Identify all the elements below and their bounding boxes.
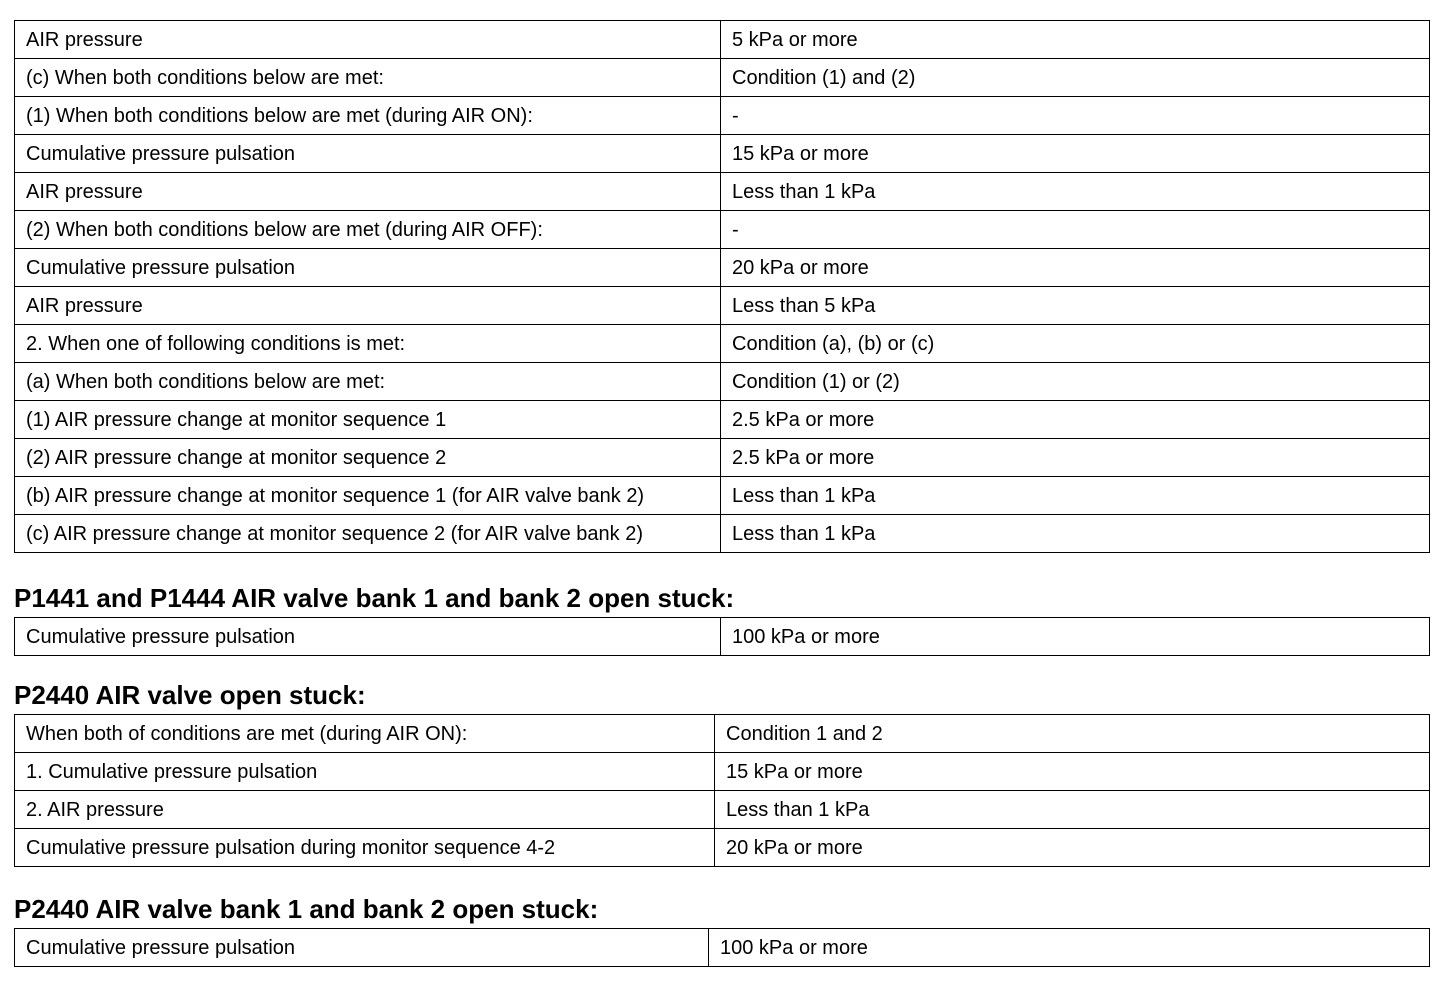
table-row — [15, 363, 1430, 401]
condition-cell: (1) When both conditions below are met (during AIR ON): — [15, 97, 721, 135]
condition-cell: Cumulative pressure pulsation — [15, 618, 721, 656]
table-row — [15, 135, 1430, 173]
value-cell: Less than 1 kPa — [721, 515, 1430, 553]
value-cell: Condition (a), (b) or (c) — [721, 325, 1430, 363]
table-row — [15, 791, 1430, 829]
condition-cell: (c) AIR pressure change at monitor sequence 2 (for AIR valve bank 2) — [15, 515, 721, 553]
condition-cell: Cumulative pressure pulsation during monitor sequence 4-2 — [15, 829, 715, 867]
value-cell: - — [721, 211, 1430, 249]
condition-cell: AIR pressure — [15, 21, 721, 59]
table-row — [15, 515, 1430, 553]
condition-cell: 2. When one of following conditions is met: — [15, 325, 721, 363]
condition-cell: (2) When both conditions below are met (during AIR OFF): — [15, 211, 721, 249]
condition-cell: (c) When both conditions below are met: — [15, 59, 721, 97]
value-cell: 5 kPa or more — [721, 21, 1430, 59]
table-row — [15, 929, 1430, 967]
table-row — [15, 173, 1430, 211]
table-row — [15, 439, 1430, 477]
table-row — [15, 21, 1430, 59]
value-cell: 100 kPa or more — [709, 929, 1430, 967]
value-cell: 20 kPa or more — [715, 829, 1430, 867]
value-cell: 2.5 kPa or more — [721, 401, 1430, 439]
value-cell: Less than 1 kPa — [721, 477, 1430, 515]
p2440-open-stuck-table — [14, 714, 1430, 867]
condition-cell: AIR pressure — [15, 287, 721, 325]
value-cell: 20 kPa or more — [721, 249, 1430, 287]
value-cell: Less than 5 kPa — [721, 287, 1430, 325]
condition-cell: (1) AIR pressure change at monitor sequence 1 — [15, 401, 721, 439]
table-row — [15, 477, 1430, 515]
condition-cell: (a) When both conditions below are met: — [15, 363, 721, 401]
value-cell: Less than 1 kPa — [721, 173, 1430, 211]
section-heading-p2440-bank-open-stuck: P2440 AIR valve bank 1 and bank 2 open stuck: — [14, 894, 599, 924]
value-cell: 100 kPa or more — [721, 618, 1430, 656]
table-row — [15, 97, 1430, 135]
value-cell: Condition 1 and 2 — [715, 715, 1430, 753]
section-heading-p2440-open-stuck: P2440 AIR valve open stuck: — [14, 680, 366, 710]
condition-cell: (b) AIR pressure change at monitor sequence 1 (for AIR valve bank 2) — [15, 477, 721, 515]
value-cell: 2.5 kPa or more — [721, 439, 1430, 477]
value-cell: - — [721, 97, 1430, 135]
value-cell: 15 kPa or more — [715, 753, 1430, 791]
condition-cell: When both of conditions are met (during AIR ON): — [15, 715, 715, 753]
table-row — [15, 59, 1430, 97]
condition-cell: Cumulative pressure pulsation — [15, 929, 709, 967]
table-row — [15, 249, 1430, 287]
table-row — [15, 325, 1430, 363]
value-cell: Condition (1) and (2) — [721, 59, 1430, 97]
condition-cell: Cumulative pressure pulsation — [15, 135, 721, 173]
value-cell: Less than 1 kPa — [715, 791, 1430, 829]
value-cell: Condition (1) or (2) — [721, 363, 1430, 401]
condition-cell: 2. AIR pressure — [15, 791, 715, 829]
table-row — [15, 829, 1430, 867]
condition-cell: Cumulative pressure pulsation — [15, 249, 721, 287]
condition-cell: AIR pressure — [15, 173, 721, 211]
p2440-bank-open-stuck-table — [14, 928, 1430, 967]
table-row — [15, 753, 1430, 791]
table-row — [15, 287, 1430, 325]
table-row — [15, 401, 1430, 439]
table-row — [15, 618, 1430, 656]
condition-cell: (2) AIR pressure change at monitor sequence 2 — [15, 439, 721, 477]
conditions-table-continued — [14, 20, 1430, 553]
value-cell: 15 kPa or more — [721, 135, 1430, 173]
table-row — [15, 715, 1430, 753]
table-row — [15, 211, 1430, 249]
condition-cell: 1. Cumulative pressure pulsation — [15, 753, 715, 791]
section-heading-p1441-p1444: P1441 and P1444 AIR valve bank 1 and bank 2 open stuck: — [14, 583, 735, 613]
p1441-p1444-table — [14, 617, 1430, 656]
